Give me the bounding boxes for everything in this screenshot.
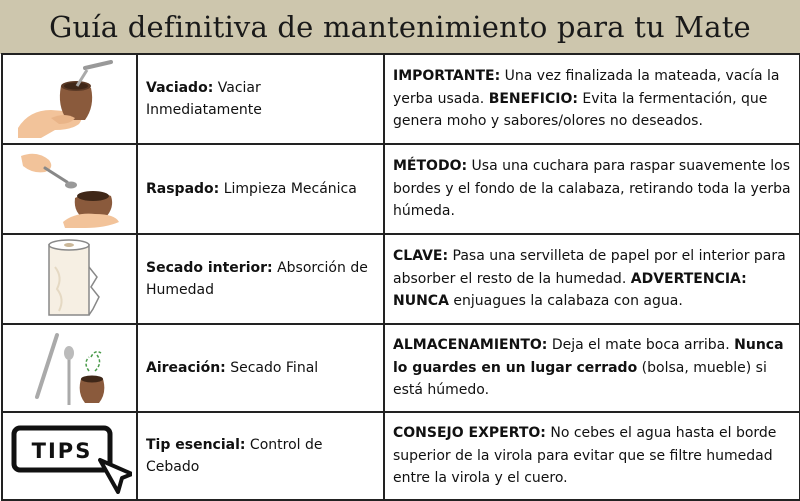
- step-label: Vaciado:: [146, 80, 214, 96]
- icon-cell: [2, 412, 137, 500]
- step-cell: [137, 412, 384, 500]
- maintenance-table: [1, 53, 800, 501]
- desc-keyword: CONSEJO EXPERTO:: [393, 425, 546, 442]
- description-cell: [384, 324, 800, 412]
- desc-keyword: ADVERTENCIA: NUNCA: [393, 270, 747, 310]
- table-row: [2, 324, 800, 412]
- desc-text: Usa una cuchara para raspar suavemente los bordes y el fondo de la calabaza, retirando toda la yerba húmeda.: [393, 158, 791, 220]
- table-row: [2, 54, 800, 144]
- step-cell: [137, 234, 384, 324]
- desc-text: (bolsa, mueble) si está húmedo.: [393, 359, 767, 399]
- desc-text: enjuagues la calabaza con agua.: [448, 293, 683, 310]
- icon-cell: [2, 144, 137, 234]
- tips-text: TIPS: [31, 439, 92, 463]
- desc-keyword: Nunca lo guardes en un lugar cerrado: [393, 337, 784, 376]
- step-text: Vaciar Inmediatamente: [146, 80, 262, 118]
- icon-cell: [2, 324, 137, 412]
- step-label: Secado interior:: [146, 260, 273, 276]
- tips-sign-icon: [8, 418, 132, 494]
- step-text: Control de Cebado: [146, 437, 323, 475]
- icon-cell: [2, 54, 137, 144]
- desc-keyword: IMPORTANTE:: [393, 68, 501, 85]
- desc-text: No cebes el agua hasta el borde superior de la virola para evitar que se filtre humedad entre la virola y el cuero.: [393, 425, 777, 487]
- desc-text: Deja el mate boca arriba.: [547, 337, 735, 354]
- page-title: Guía definitiva de mantenimiento para tu Mate: [49, 10, 751, 44]
- hand-holding-mate-icon: [15, 58, 125, 140]
- step-cell: [137, 54, 384, 144]
- description-cell: [384, 144, 800, 234]
- description-cell: [384, 234, 800, 324]
- desc-keyword: CLAVE:: [393, 248, 449, 265]
- mate-drying-upright-icon: [15, 327, 125, 409]
- step-label: Aireación:: [146, 360, 226, 376]
- desc-keyword: BENEFICIO:: [488, 90, 578, 107]
- table-row: [2, 144, 800, 234]
- step-text: Limpieza Mecánica: [219, 181, 357, 197]
- step-label: Raspado:: [146, 181, 220, 197]
- table-row: [2, 234, 800, 324]
- desc-keyword: MÉTODO:: [393, 158, 468, 175]
- desc-keyword: ALMACENAMIENTO:: [393, 337, 548, 354]
- spoon-scraping-mate-icon: [15, 148, 125, 230]
- title-banner: [0, 0, 800, 54]
- icon-cell: [2, 234, 137, 324]
- table-row: [2, 412, 800, 500]
- desc-text: Pasa una servilleta de papel por el interior para absorber el resto de la humedad.: [393, 248, 786, 287]
- paper-towel-roll-icon: [15, 237, 125, 321]
- desc-text: Evita la fermentación, que genera moho y sabores/olores no deseados.: [393, 90, 768, 130]
- description-cell: [384, 412, 800, 500]
- step-label: Tip esencial:: [146, 437, 246, 453]
- step-text: Absorción de Humedad: [146, 260, 368, 298]
- step-cell: [137, 324, 384, 412]
- step-cell: [137, 144, 384, 234]
- description-cell: [384, 54, 800, 144]
- desc-text: Una vez finalizada la mateada, vacía la yerba usada.: [393, 68, 780, 107]
- step-text: Secado Final: [225, 360, 319, 376]
